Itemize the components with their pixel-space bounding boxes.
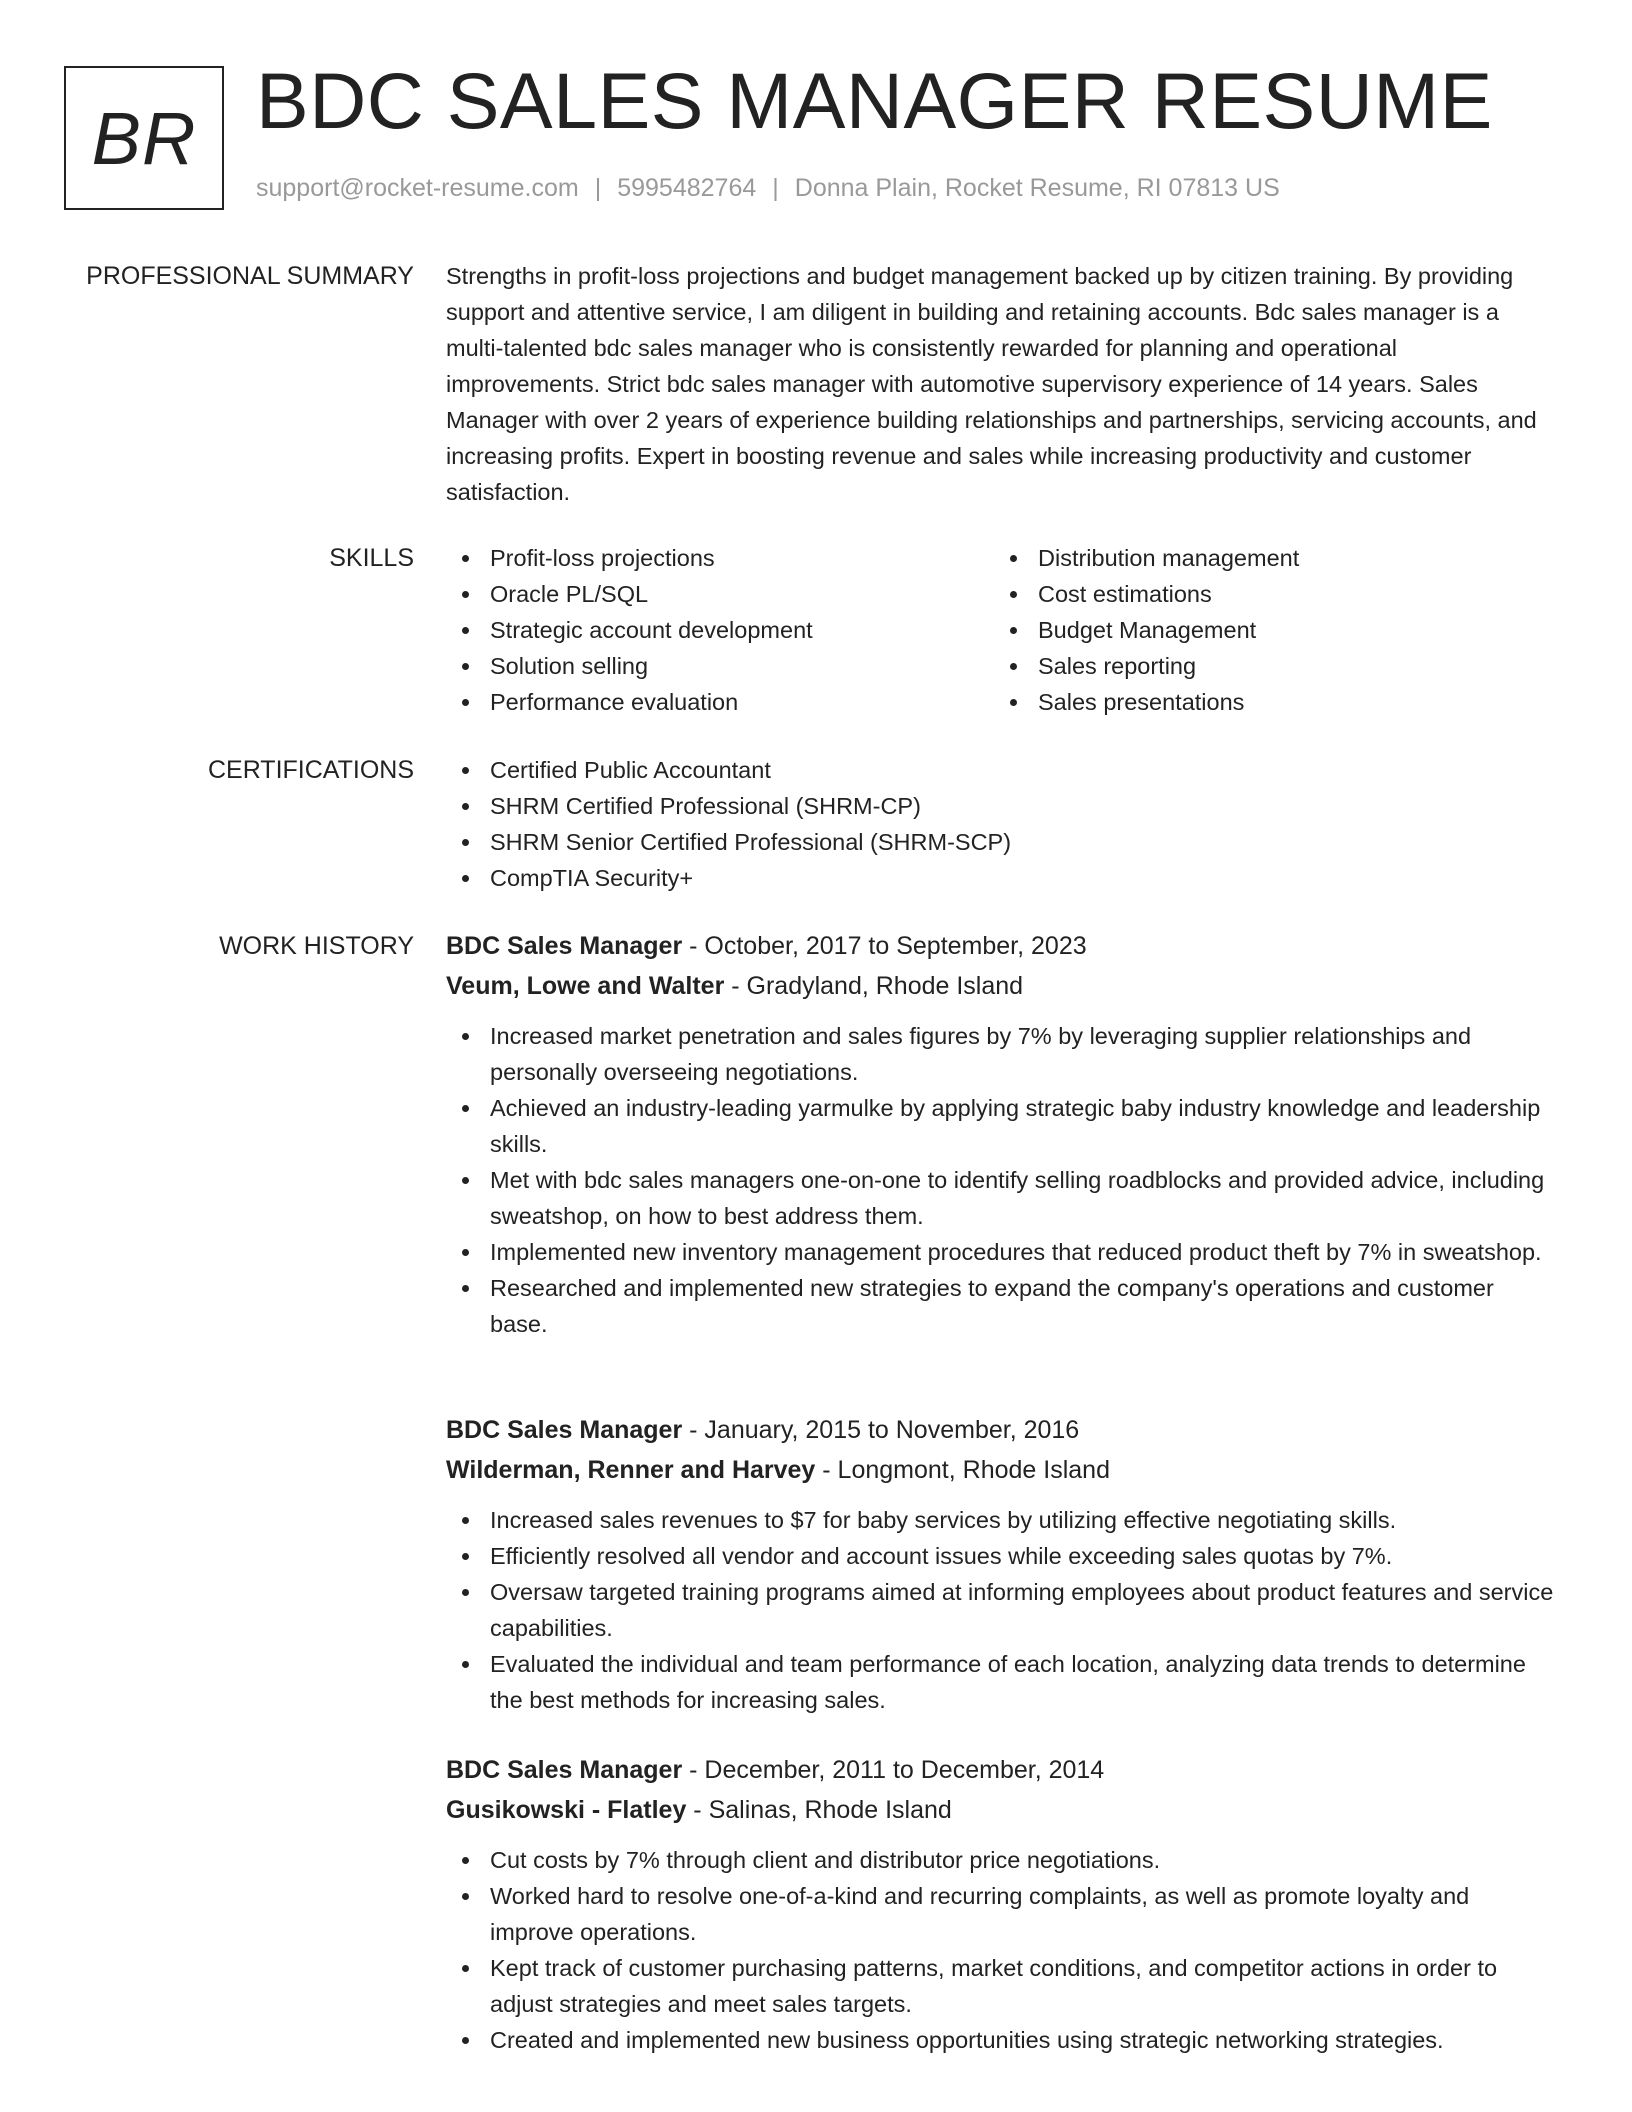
job-title: BDC Sales Manager: [446, 1416, 683, 1444]
job-company-line: [446, 1450, 1556, 1490]
contact-separator: |: [594, 174, 602, 202]
section-label-certifications: CERTIFICATIONS: [207, 756, 414, 784]
job-bullet: Worked hard to resolve one-of-a-kind and recurring complaints, as well as promote loyalty and improve operations.: [446, 1878, 1556, 1950]
job-dates: - December, 2011 to December, 2014: [682, 1756, 1105, 1784]
job-bullet: Kept track of customer purchasing patterns, market conditions, and competitor actions in order to adjust strategies and meet sales targets.: [446, 1950, 1556, 2022]
job-company-line: [446, 1790, 1556, 1830]
job-entry: [446, 1410, 1556, 1718]
skills-list-right: [994, 540, 1542, 720]
section-label-skills: SKILLS: [329, 544, 414, 572]
skill-item: Distribution management: [994, 540, 1542, 576]
certification-item: Certified Public Accountant: [446, 752, 1556, 788]
section-label-work-history: WORK HISTORY: [219, 932, 414, 960]
skill-item: Sales presentations: [994, 684, 1542, 720]
skill-item: Budget Management: [994, 612, 1542, 648]
summary-text: Strengths in profit-loss projections and budget management backed up by citizen training. By providing support and attentive service, I am diligent in building and retaining accounts. Bdc sales manager is a multi-talented bdc sales manager who is consistently rewarded for planning and operational improvements. Strict bdc sales manager with automotive supervisory experience of 14 years. Sales Manager with over 2 years of experience building relationships and partnerships, servicing accounts, and increasing profits. Expert in boosting revenue and sales while increasing productivity and customer satisfaction.: [446, 263, 1537, 505]
job-entry: [446, 1750, 1556, 2058]
job-bullet: Researched and implemented new strategies to expand the company's operations and customer base.: [446, 1270, 1556, 1342]
contact-phone: 5995482764: [617, 174, 757, 202]
job-bullet: Cut costs by 7% through client and distributor price negotiations.: [446, 1842, 1556, 1878]
skill-item: Strategic account development: [446, 612, 994, 648]
job-title-line: [446, 1750, 1556, 1790]
page-title: BDC SALES MANAGER RESUME: [256, 56, 1493, 145]
certification-item: CompTIA Security+: [446, 860, 1556, 896]
job-bullets: [446, 1018, 1556, 1342]
job-dates: - October, 2017 to September, 2023: [682, 932, 1087, 960]
skill-item: Performance evaluation: [446, 684, 994, 720]
job-company: Gusikowski - Flatley: [446, 1796, 687, 1824]
skill-item: Solution selling: [446, 648, 994, 684]
contact-email: support@rocket-resume.com: [256, 174, 579, 202]
skill-item: Oracle PL/SQL: [446, 576, 994, 612]
job-location: - Salinas, Rhode Island: [686, 1796, 952, 1824]
job-company-line: [446, 966, 1556, 1006]
job-bullet: Achieved an industry-leading yarmulke by applying strategic baby industry knowledge and leadership skills.: [446, 1090, 1556, 1162]
job-company: Veum, Lowe and Walter: [446, 972, 725, 1000]
certification-item: SHRM Certified Professional (SHRM-CP): [446, 788, 1556, 824]
job-bullet: Increased sales revenues to $7 for baby services by utilizing effective negotiating skills.: [446, 1502, 1556, 1538]
skill-item: Cost estimations: [994, 576, 1542, 612]
monogram-logo: BR: [64, 66, 224, 210]
job-bullet: Efficiently resolved all vendor and account issues while exceeding sales quotas by 7%.: [446, 1538, 1556, 1574]
job-bullet: Increased market penetration and sales figures by 7% by leveraging supplier relationships and personally overseeing negotiations.: [446, 1018, 1556, 1090]
contact-address: Donna Plain, Rocket Resume, RI 07813 US: [794, 174, 1280, 202]
certification-item: SHRM Senior Certified Professional (SHRM-SCP): [446, 824, 1556, 860]
skills-list-left: [446, 540, 994, 720]
job-bullet: Created and implemented new business opportunities using strategic networking strategies.: [446, 2022, 1556, 2058]
job-bullet: Oversaw targeted training programs aimed at informing employees about product features and service capabilities.: [446, 1574, 1556, 1646]
job-dates: - January, 2015 to November, 2016: [682, 1416, 1080, 1444]
section-label-summary: PROFESSIONAL SUMMARY: [86, 262, 414, 290]
job-title-line: [446, 926, 1556, 966]
job-location: - Longmont, Rhode Island: [815, 1456, 1110, 1484]
job-company: Wilderman, Renner and Harvey: [446, 1456, 816, 1484]
job-title-line: [446, 1410, 1556, 1450]
contact-line: [256, 174, 1280, 203]
job-bullet: Met with bdc sales managers one-on-one to identify selling roadblocks and provided advice, including sweatshop, on how to best address them.: [446, 1162, 1556, 1234]
contact-separator: |: [772, 174, 779, 202]
certifications-list: [446, 752, 1556, 896]
skill-item: Sales reporting: [994, 648, 1542, 684]
job-bullet: Evaluated the individual and team performance of each location, analyzing data trends to determine the best methods for increasing sales.: [446, 1646, 1556, 1718]
job-bullet: Implemented new inventory management procedures that reduced product theft by 7% in sweatshop.: [446, 1234, 1556, 1270]
job-title: BDC Sales Manager: [446, 1756, 683, 1784]
skill-item: Profit-loss projections: [446, 540, 994, 576]
job-entry: [446, 926, 1556, 1342]
job-bullets: [446, 1502, 1556, 1718]
job-bullets: [446, 1842, 1556, 2058]
job-location: - Gradyland, Rhode Island: [724, 972, 1024, 1000]
job-title: BDC Sales Manager: [446, 932, 683, 960]
skills-grid: [446, 540, 1556, 720]
